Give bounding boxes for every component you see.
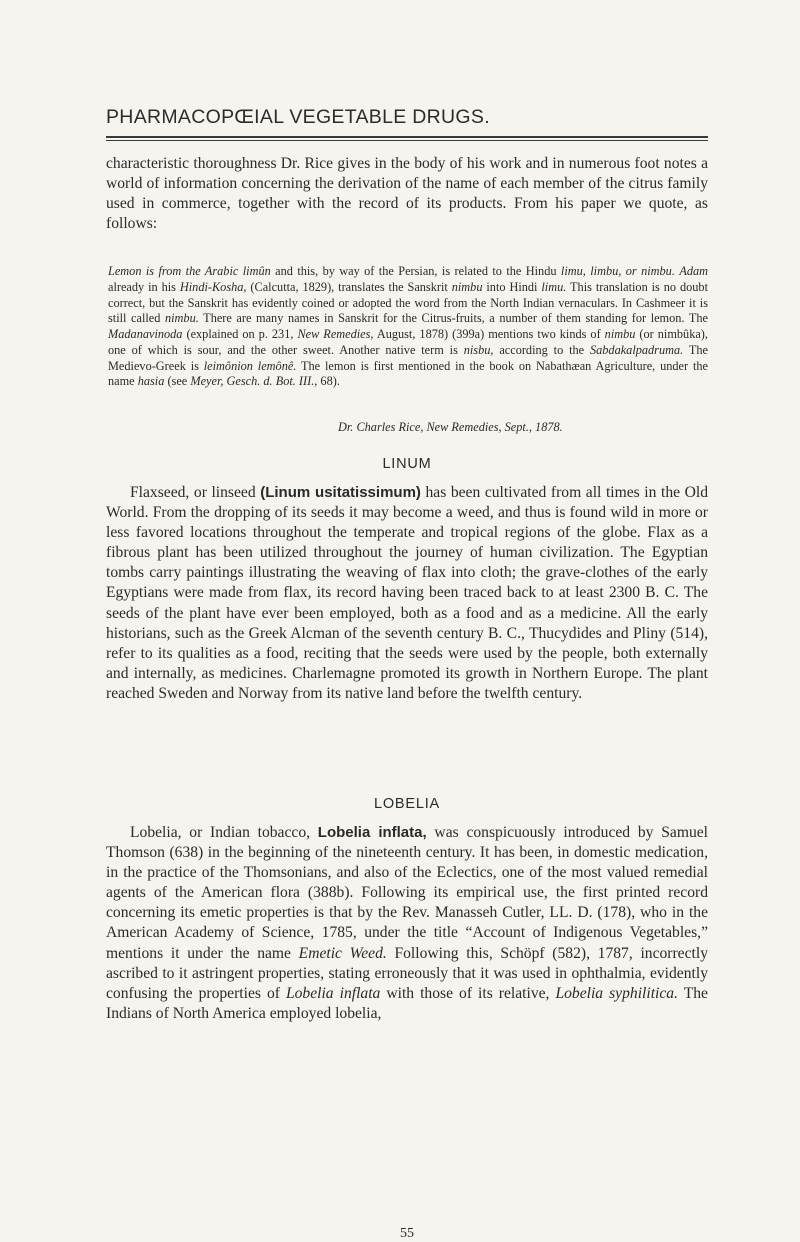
intro-paragraph: characteristic thoroughness Dr. Rice gives in the body of his work and in numerous foot notes a world of information concerning the derivation of the name of each member of the citrus family used in commerce, together with the record of its products. From his paper we quote, as follows: bbox=[106, 155, 708, 233]
quote-term-adam: Adam bbox=[679, 264, 709, 278]
lobelia-binomial: Lobelia inflata, bbox=[317, 824, 427, 841]
page-number: 55 bbox=[400, 1226, 414, 1241]
quote-term-greek: leimônion lemônê. bbox=[203, 358, 297, 373]
running-head: PHARMACOPŒIAL VEGETABLE DRUGS. bbox=[106, 106, 490, 128]
quote-lead: Lemon is from the Arabic bbox=[108, 264, 243, 278]
quote-term-hasia: hasia bbox=[137, 374, 165, 389]
linum-paragraph: Flaxseed, or linseed (Linum usitatissimum) has been cultivated from all times in the Old World. From the dropping of its seeds it may become a weed, and thus is found wild in more or less favored locations throughout the temperate and tropical regions of the globe. Flax as a fibrous plant has been utilized throughout the journey of human civilization. The Egyptian tombs carry paintings illustrating the weaving of flax into cloth; the grave-clothes of the early Egyptians were made from flax, its record having been traced back to at least 2300 B. C. The seeds of the plant have ever been employed, both as a food and as a medicine. All the early historians, such as the Greek Alcman of the seventh century B. C., Thucydides and Pliny (514), refer to its qualities as a food, reciting that the seeds were used by the people, both externally and internally, as medicines. Charlemagne promoted its growth in Northern Europe. The plant reached Sweden and Norway from its native land before the twelfth century. bbox=[106, 484, 709, 702]
section-heading-linum: LINUM bbox=[382, 456, 432, 472]
quote-term-nimbu-2: nimbu. bbox=[164, 311, 199, 326]
linum-binomial: (Linum usitatissimum) bbox=[260, 484, 421, 501]
quote-title-sabdakalpadruma: Sabdakalpadruma. bbox=[589, 342, 684, 357]
lobelia-term-inflata: Lobelia inflata bbox=[285, 984, 381, 1002]
quote-term-limun: limûn bbox=[242, 264, 271, 278]
quote-term-limu: limu. bbox=[541, 279, 567, 294]
section-heading-lobelia: LOBELIA bbox=[373, 796, 441, 812]
header-rule-thick bbox=[106, 136, 708, 138]
quote-title-madanavinoda: Madanavinoda bbox=[108, 327, 183, 341]
lobelia-term-syphilitica: Lobelia syphilitica. bbox=[555, 984, 678, 1002]
quote-title-hindi-kosha: Hindi-Kosha, bbox=[179, 279, 247, 294]
lobelia-term-emetic-weed: Emetic Weed. bbox=[298, 944, 387, 962]
quote-term-nimbu-3: nimbu bbox=[604, 327, 636, 341]
quote-citation: Dr. Charles Rice, New Remedies, Sept., 1878. bbox=[338, 420, 563, 434]
quote-term-nimbu: nimbu bbox=[451, 279, 483, 294]
quote-ref-meyer: Meyer, Gesch. d. Bot. III., bbox=[190, 374, 318, 389]
header-rule-thin bbox=[106, 140, 708, 141]
quote-title-new-remedies: New Remedies, bbox=[297, 327, 374, 341]
rice-quotation: Lemon is from the Arabic limûn and this, by way of the Persian, is related to the Hindu limu, limbu, or nimbu. Adam already in his Hindi-Kosha, (Calcutta, 1829), translates the Sanskrit nimbu into Hindi limu. This translation is no doubt correct, but the Sanskrit has evidently coined or adopted the word from the North Indian vernaculars. In Cashmeer it is still called nimbu. There are many names in Sanskrit for the Citrus-fruits, a number of them standing for lemon. The Madanavinoda (explained on p. 231, New Remedies, August, 1878) (399a) mentions two kinds of nimbu (or nimbûka), one of which is sour, and the other sweet. Another native term is nisbu, according to the Sabdakalpadruma. The Medievo-Greek is leimônion lemônê. The lemon is first mentioned in the book on Nabathæan Agriculture, under the name hasia (see Meyer, Gesch. d. Bot. III., 68). bbox=[108, 264, 709, 389]
quote-term-limu-limbu: limu, limbu, or nimbu. bbox=[560, 264, 675, 278]
lobelia-paragraph: Lobelia, or Indian tobacco, Lobelia inflata, was conspicuously introduced by Samuel Thomson (638) in the beginning of the nineteenth century. It has been, in domestic medication, in the practice of the Thomsonians, and also of the Eclectics, one of the most valued remedial agents of the American flora (388b). Following its empirical use, the first printed record concerning its emetic properties is that by the Rev. Manasseh Cutler, LL. D. (178), who in the American Academy of Science, 1785, under the title “Account of Indigenous Vegetables,” mentions it under the name Emetic Weed. Following this, Schöpf (582), 1787, incorrectly ascribed to it astringent properties, stating erroneously that it was used in ophthalmia, evidently confusing the properties of Lobelia inflata with those of its relative, Lobelia syphilitica. The Indians of North America employed lobelia, bbox=[106, 824, 708, 1022]
quote-term-nisbu: nisbu, bbox=[463, 342, 494, 357]
